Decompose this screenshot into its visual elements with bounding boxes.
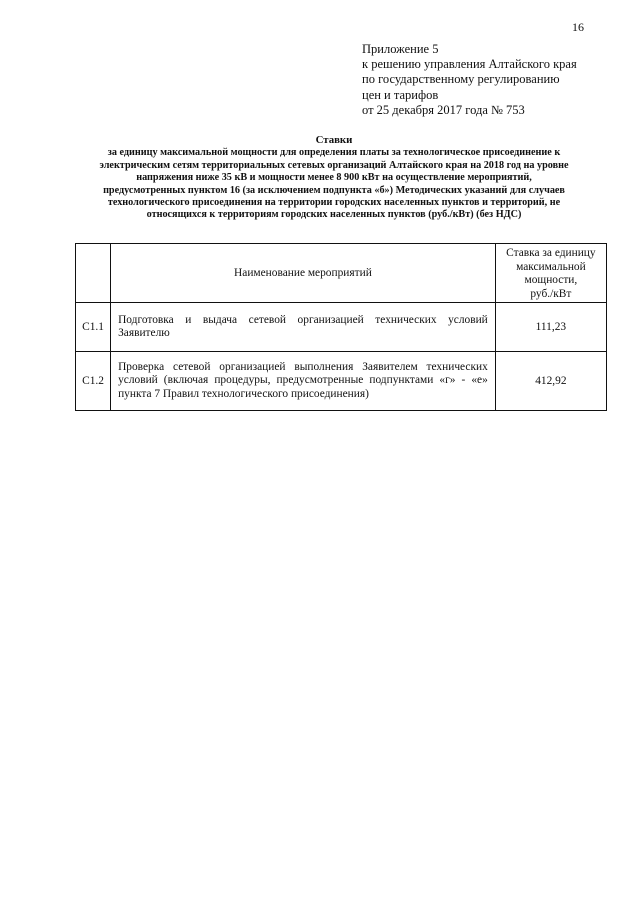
title-heading: Ставки [315,134,353,146]
title-line: напряжения ниже 35 кВ и мощности менее 8 900 кВт на осуществление мероприятий, [136,172,532,184]
appendix-line: к решению управления Алтайского края [362,57,577,72]
row-number-cell: С1.1 [76,303,111,352]
row-name-cell: Проверка сетевой организацией выполнения Заявителем технических условий (включая процедуры, предусмотренные подпунктами «г» - «е» пункта 7 Правил технологического присоединения) [111,352,496,411]
appendix-block [362,42,622,118]
title-line: относящихся к территориям городских населенных пунктов (руб./кВт) (без НДС) [146,209,522,221]
appendix-line: Приложение 5 [362,42,439,56]
appendix-line: от 25 декабря 2017 года № 753 [362,102,525,117]
header-rate-line: Ставка за единицу [506,247,596,259]
appendix-line: по государственному регулированию [362,72,560,87]
rates-table [75,243,607,411]
document-title [90,134,578,222]
table-row [76,352,607,411]
row-rate-cell: 412,92 [495,352,606,411]
header-number-cell [76,244,111,303]
row-name-cell: Подготовка и выдача сетевой организацией технических условий Заявителю [111,303,496,352]
appendix-line: цен и тарифов [362,87,439,102]
title-line: технологического присоединения на территории городских населенных пунктов и территорий, не [107,197,561,209]
header-rate-line: мощности, [524,274,578,286]
title-line: электрическим сетям территориальных сетевых организаций Алтайского края на 2018 год на уровне [99,159,569,171]
table-row [76,303,607,352]
page-number: 16 [572,20,584,34]
header-rate-line: руб./кВт [530,287,572,300]
title-line: предусмотренных пунктом 16 (за исключением подпункта «б») Методических указаний для случаев [103,184,565,196]
header-rate-line: максимальной [516,260,586,273]
row-number-cell: С1.2 [76,352,111,411]
table-header-row [76,244,607,303]
header-rate-cell [495,244,606,303]
row-rate-cell: 111,23 [495,303,606,352]
title-line: за единицу максимальной мощности для определения платы за технологическое присоединение к [107,147,561,159]
header-name-cell: Наименование мероприятий [111,244,496,303]
